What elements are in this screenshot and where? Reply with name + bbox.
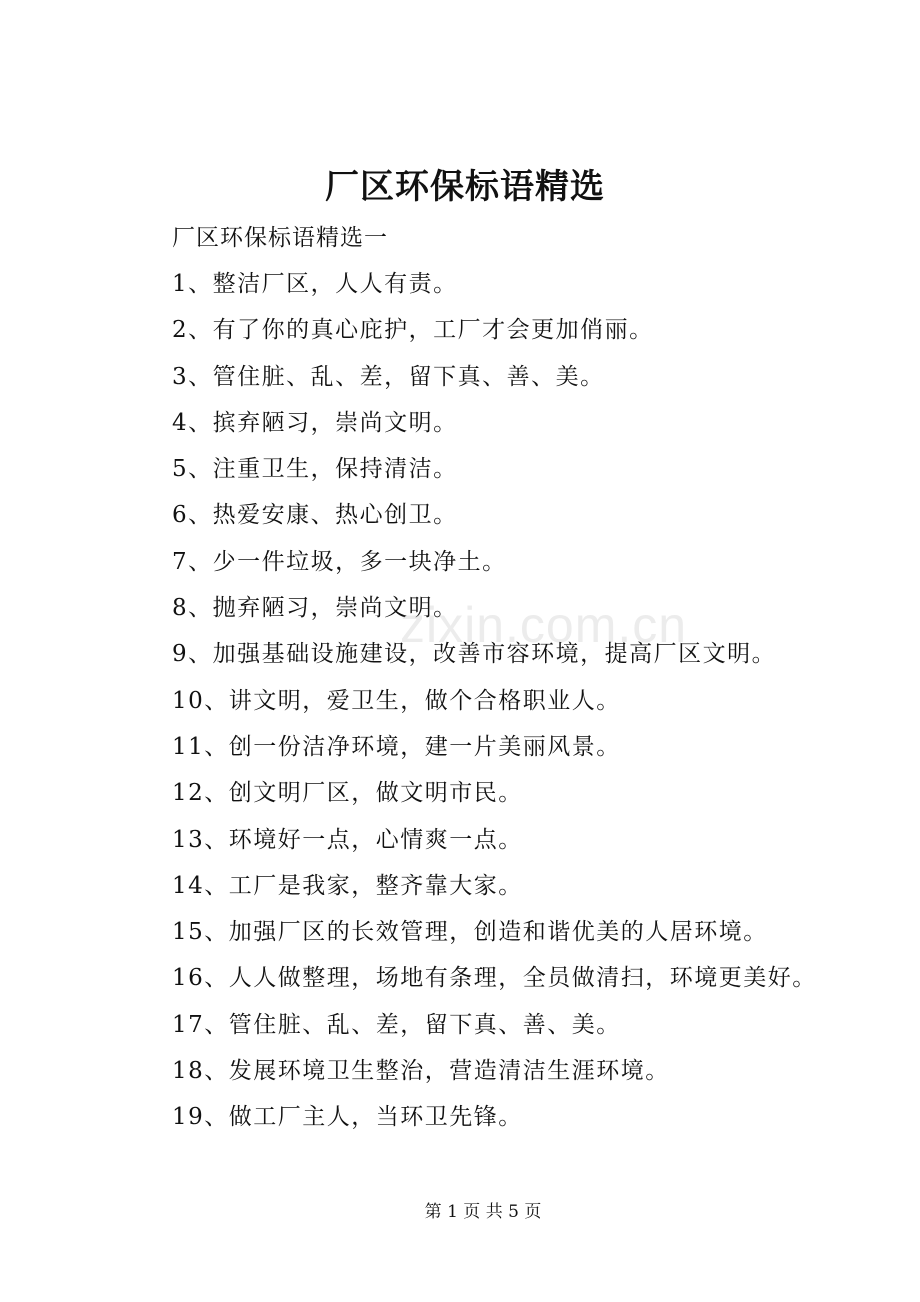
page-footer: 第 1 页 共 5 页 — [424, 1202, 542, 1222]
slogan-item: 1、整洁厂区，人人有责。 — [172, 271, 458, 297]
slogan-item: 7、少一件垃圾，多一块净土。 — [172, 548, 507, 575]
slogan-item: 18、发展环境卫生整治，营造清洁生涯环境。 — [172, 1058, 670, 1085]
slogan-item: 12、创文明厂区，做文明市民。 — [172, 780, 523, 807]
slogan-item: 13、环境好一点，心情爽一点。 — [172, 826, 523, 853]
slogan-item: 3、管住脏、乱、差，留下真、善、美。 — [172, 363, 605, 390]
slogan-item: 4、摈弃陋习，崇尚文明。 — [172, 409, 458, 436]
document-subtitle: 厂区环保标语精选一 — [172, 225, 388, 251]
slogan-item: 19、做工厂主人，当环卫先锋。 — [172, 1104, 523, 1131]
slogan-item: 10、讲文明，爱卫生，做个合格职业人。 — [172, 687, 621, 714]
slogan-item: 8、抛弃陋习，崇尚文明。 — [172, 595, 458, 622]
slogan-list — [172, 264, 817, 1144]
document-title: 厂区环保标语精选 — [325, 167, 605, 207]
slogan-item: 16、人人做整理，场地有条理，全员做清扫，环境更美好。 — [172, 965, 817, 992]
watermark: zixin.com.cn — [400, 597, 688, 653]
slogan-item: 15、加强厂区的长效管理，创造和谐优美的人居环境。 — [172, 919, 768, 946]
slogan-item: 14、工厂是我家，整齐靠大家。 — [172, 872, 523, 899]
slogan-item: 5、注重卫生，保持清洁。 — [172, 456, 458, 483]
slogan-item: 17、管住脏、乱、差，留下真、善、美。 — [172, 1011, 621, 1038]
slogan-item: 11、创一份洁净环境，建一片美丽风景。 — [172, 733, 621, 760]
slogan-item: 6、热爱安康、热心创卫。 — [172, 502, 458, 529]
slogan-item: 9、加强基础设施建设，改善市容环境，提高厂区文明。 — [172, 641, 777, 668]
slogan-item: 2、有了你的真心庇护，工厂才会更加俏丽。 — [172, 317, 654, 344]
